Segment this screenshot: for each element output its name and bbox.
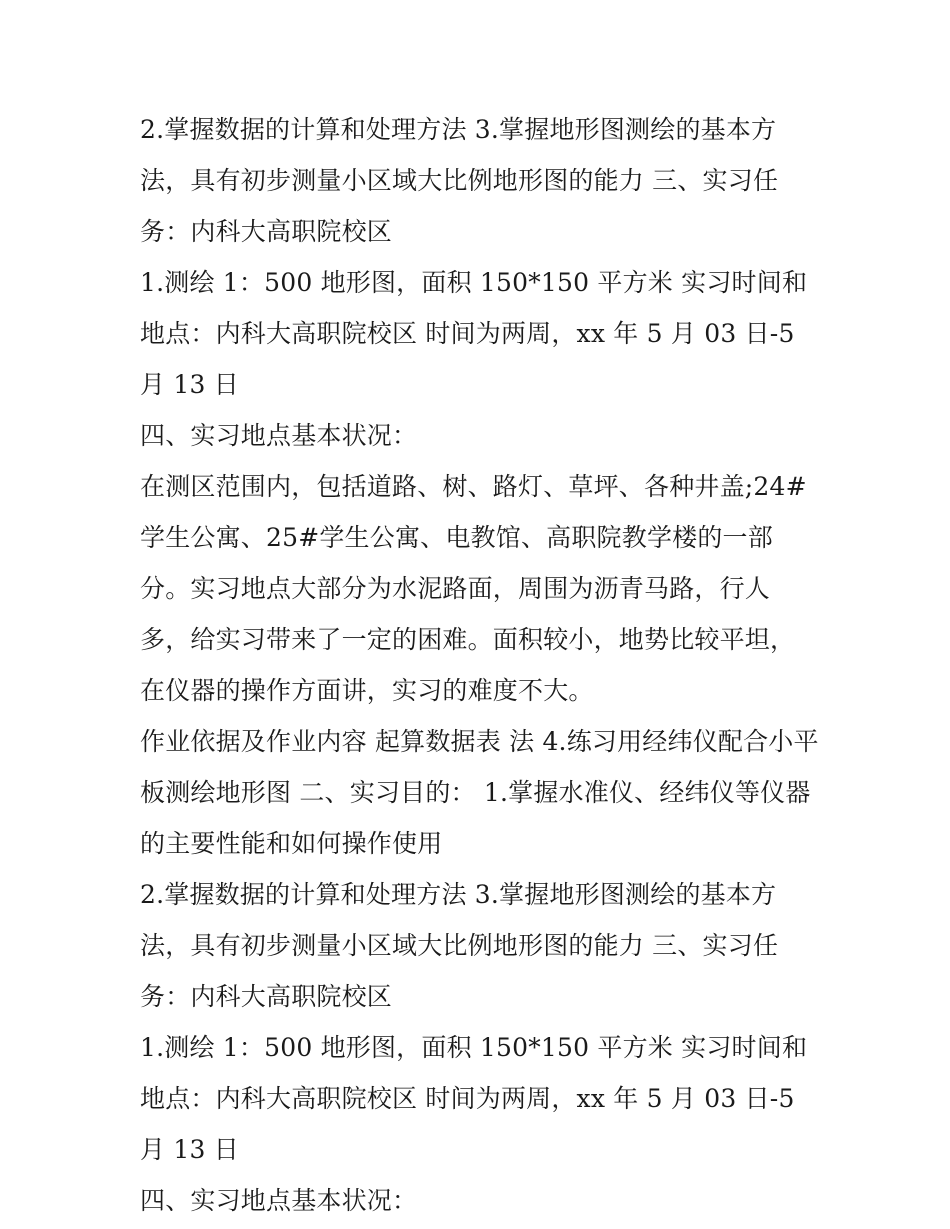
paragraph-8: 四、实习地点基本状况： — [140, 1186, 418, 1215]
paragraph-2: 1.测绘 1：500 地形图，面积 150*150 平方米 实习时间和地点：内科大高职院校区 时间为两周，xx 年 5 月 03 日-5 月 13 日 — [140, 268, 808, 399]
paragraph-3: 四、实习地点基本状况： — [140, 421, 418, 450]
paragraph-4: 在测区范围内，包括道路、树、路灯、草坪、各种井盖;24#学生公寓、25#学生公寓、电教馆、高职院教学楼的一部分。实习地点大部分为水泥路面，周围为沥青马路，行人多，给实习带来了一定的困难。面积较小，地势比较平坦，在仪器的操作方面讲，实习的难度不大。 — [140, 472, 807, 705]
document-body — [140, 104, 820, 1226]
paragraph-7: 1.测绘 1：500 地形图，面积 150*150 平方米 实习时间和地点：内科大高职院校区 时间为两周，xx 年 5 月 03 日-5 月 13 日 — [140, 1033, 808, 1164]
paragraph-6: 2.掌握数据的计算和处理方法 3.掌握地形图测绘的基本方法，具有初步测量小区域大比例地形图的能力 三、实习任务：内科大高职院校区 — [140, 880, 779, 1011]
paragraph-5: 作业依据及作业内容 起算数据表 法 4.练习用经纬仪配合小平板测绘地形图 二、实习目的： 1.掌握水准仪、经纬仪等仪器的主要性能和如何操作使用 — [140, 727, 819, 858]
paragraph-1: 2.掌握数据的计算和处理方法 3.掌握地形图测绘的基本方法，具有初步测量小区域大比例地形图的能力 三、实习任务：内科大高职院校区 — [140, 115, 779, 246]
